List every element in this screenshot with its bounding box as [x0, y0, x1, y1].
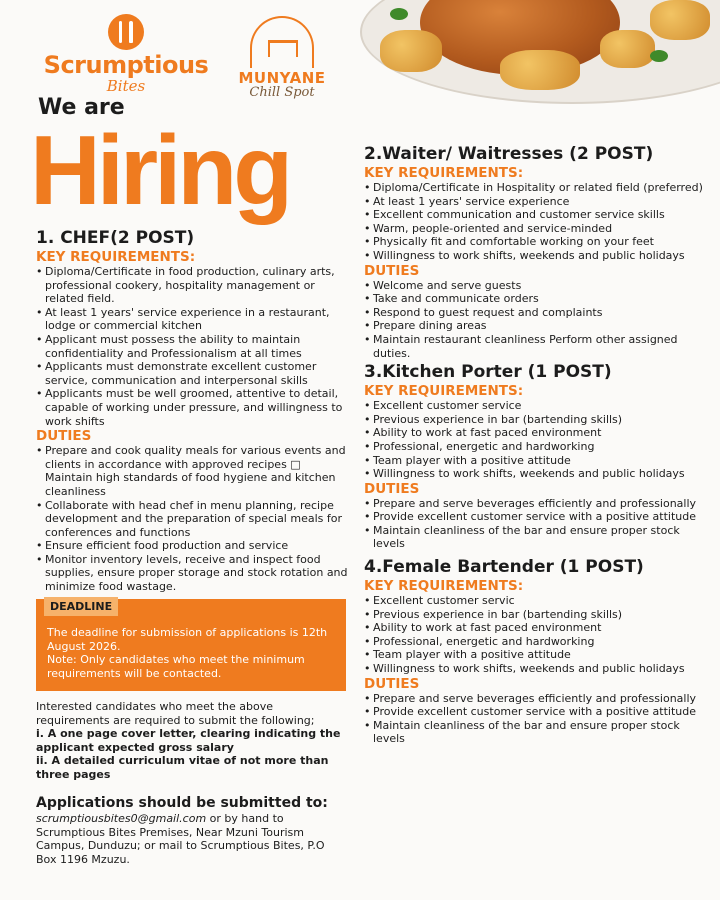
list-item: • Willingness to work shifts, weekends and public holidays [364, 249, 710, 263]
chef-section [36, 228, 348, 594]
list-item: • Maintain cleanliness of the bar and ensure proper stock levels [364, 719, 710, 746]
partner-name: MUNYANE [238, 69, 326, 87]
list-item: • Previous experience in bar (bartending skills) [364, 608, 710, 622]
bartender-requirements-label: KEY REQUIREMENTS: [364, 578, 524, 595]
deadline-box [36, 599, 346, 691]
list-item: • Provide excellent customer service with a positive attitude [364, 705, 710, 719]
dining-table-icon [250, 16, 314, 68]
deadline-text [47, 626, 339, 680]
list-item: • Willingness to work shifts, weekends and public holidays [364, 662, 710, 676]
porter-requirements-label: KEY REQUIREMENTS: [364, 383, 524, 400]
list-item: • Ability to work at fast paced environment [364, 621, 710, 635]
list-item: • Diploma/Certificate in food production, culinary arts, professional cookery, hospitality management or related field. [36, 265, 348, 306]
list-item: • Excellent communication and customer service skills [364, 208, 710, 222]
list-item: • Professional, energetic and hardworking [364, 635, 710, 649]
porter-duties [364, 497, 710, 551]
waiter-title: 2.Waiter/ Waitresses (2 POST) [364, 144, 654, 164]
list-item: • Prepare and serve beverages efficiently and professionally [364, 497, 710, 511]
list-item: • Maintain restaurant cleanliness Perform other assigned duties. [364, 333, 710, 360]
porter-requirements [364, 399, 710, 481]
deadline-line: The deadline for submission of applications is 12th August 2026. [47, 626, 328, 653]
list-item: • Team player with a positive attitude [364, 454, 710, 468]
list-item: • Take and communicate orders [364, 292, 710, 306]
list-item: • At least 1 years' service experience in a restaurant, lodge or commercial kitchen [36, 306, 348, 333]
list-item: • Ability to work at fast paced environment [364, 426, 710, 440]
waiter-duties [364, 279, 710, 361]
brand-name: Scrumptious [43, 51, 209, 79]
list-item: • Previous experience in bar (bartending skills) [364, 413, 710, 427]
right-column [364, 144, 710, 746]
submission-item: i. A one page cover letter, clearing indicating the applicant expected gross salary [36, 727, 341, 754]
waiter-duties-label: DUTIES [364, 262, 420, 279]
waiter-requirements-label: KEY REQUIREMENTS: [364, 165, 524, 181]
partner-tagline: Chill Spot [249, 85, 315, 100]
list-item: • Willingness to work shifts, weekends and public holidays [364, 467, 710, 481]
list-item: • Ensure efficient food production and service [36, 539, 348, 553]
submission-requirements [36, 700, 346, 782]
bartender-duties-label: DUTIES [364, 675, 420, 692]
we-are-heading: We are [38, 95, 125, 120]
list-item: • Warm, people-oriented and service-minded [364, 222, 710, 236]
scrumptious-bites-logo [36, 14, 216, 94]
apply-address: or by hand to Scrumptious Bites Premises, Near Mzuni Tourism Campus, Dunduzu; or mail to Scrumptious Bites, P.O Box 1196 Mzuzu. [36, 812, 325, 866]
apply-text [36, 812, 336, 866]
list-item: • Welcome and serve guests [364, 279, 710, 293]
waiter-section [364, 144, 710, 360]
list-item: • Professional, energetic and hardworking [364, 440, 710, 454]
list-item: • Applicants must be well groomed, attentive to detail, capable of working under pressure, and willingness to work shifts [36, 387, 348, 428]
submission-item: ii. A detailed curriculum vitae of not more than three pages [36, 754, 329, 781]
waiter-requirements [364, 181, 710, 263]
list-item: • Physically fit and comfortable working on your feet [364, 235, 710, 249]
bartender-duties [364, 692, 710, 746]
porter-section [364, 362, 710, 551]
deadline-note: Note: Only candidates who meet the minimum requirements will be contacted. [47, 653, 305, 680]
list-item: • Provide excellent customer service with a positive attitude [364, 510, 710, 524]
porter-duties-label: DUTIES [364, 480, 420, 497]
brand-tagline: Bites [106, 77, 146, 95]
list-item: • Applicant must possess the ability to maintain confidentiality and Professionalism at all times [36, 333, 348, 360]
list-item: • Prepare dining areas [364, 319, 710, 333]
list-item: • Monitor inventory levels, receive and inspect food supplies, ensure proper storage and stock rotation and minimize food wastage. [36, 553, 348, 594]
chef-duties [36, 444, 348, 594]
bartender-requirements [364, 594, 710, 676]
list-item: • Prepare and cook quality meals for various events and clients in accordance with approved recipes □ Maintain high standards of food hygiene and kitchen cleanliness [36, 444, 348, 498]
list-item: • Team player with a positive attitude [364, 648, 710, 662]
list-item: • Excellent customer service [364, 399, 710, 413]
list-item: • Diploma/Certificate in Hospitality or related field (preferred) [364, 181, 710, 195]
bartender-title: 4.Female Bartender (1 POST) [364, 557, 644, 578]
list-item: • Applicants must demonstrate excellent customer service, communication and interpersonal skills [36, 360, 348, 387]
list-item: • Prepare and serve beverages efficiently and professionally [364, 692, 710, 706]
apply-title: Applications should be submitted to: [36, 795, 328, 811]
porter-title: 3.Kitchen Porter (1 POST) [364, 362, 612, 383]
list-item: • Excellent customer servic [364, 594, 710, 608]
chef-duties-label: DUTIES [36, 428, 92, 445]
chef-requirements [36, 265, 348, 428]
list-item: • Respond to guest request and complaints [364, 306, 710, 320]
chef-title: 1. CHEF(2 POST) [36, 228, 195, 248]
apply-email[interactable]: scrumptiousbites0@gmail.com [36, 812, 207, 825]
list-item: • Maintain cleanliness of the bar and ensure proper stock levels [364, 524, 710, 551]
list-item: • At least 1 years' service experience [364, 195, 710, 209]
list-item: • Collaborate with head chef in menu planning, recipe development and the preparation of special meals for conferences and functions [36, 499, 348, 540]
roast-chicken-image [350, 0, 720, 108]
deadline-label: DEADLINE [44, 597, 118, 616]
hiring-heading: Hiring [30, 115, 290, 225]
fork-knife-icon [108, 14, 144, 50]
munyane-logo [230, 16, 334, 108]
submission-intro: Interested candidates who meet the above requirements are required to submit the following; [36, 700, 315, 727]
chef-requirements-label: KEY REQUIREMENTS: [36, 249, 196, 265]
bartender-section [364, 557, 710, 746]
